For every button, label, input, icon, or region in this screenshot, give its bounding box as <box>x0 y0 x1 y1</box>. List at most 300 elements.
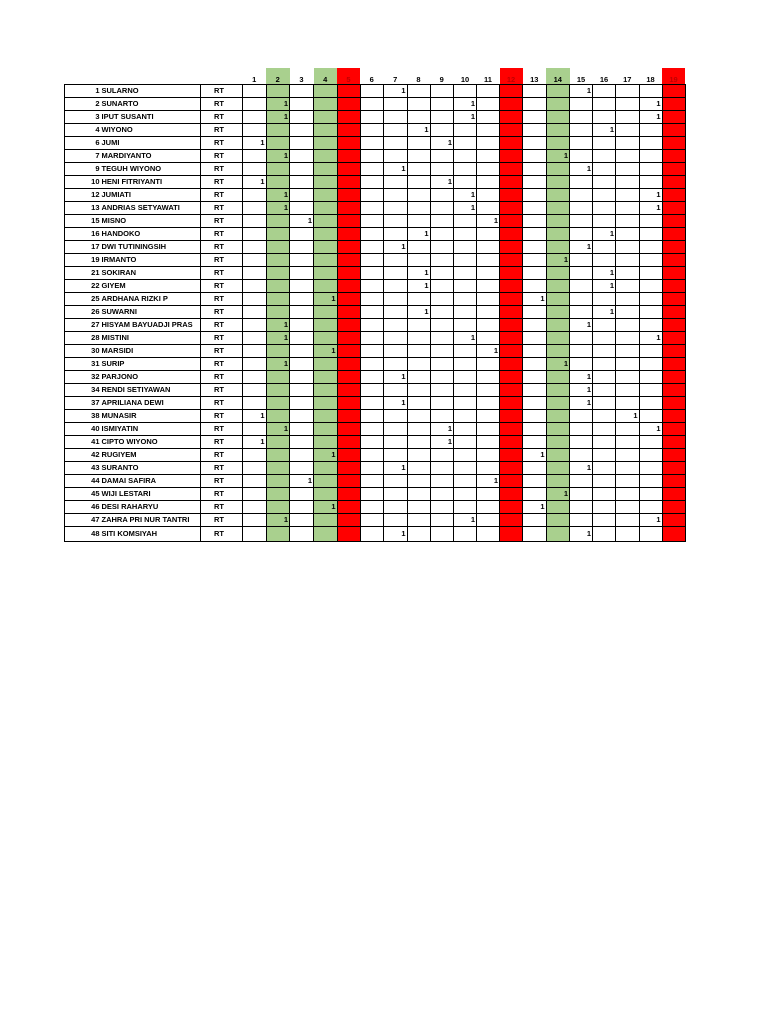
day-cell <box>477 397 500 410</box>
day-cell <box>290 371 314 384</box>
row-number: 27 <box>65 319 101 332</box>
day-cell <box>290 241 314 254</box>
day-cell <box>546 293 570 306</box>
header-blank-cell <box>201 68 243 85</box>
day-cell <box>593 215 616 228</box>
day-cell <box>546 202 570 215</box>
day-cell <box>570 501 593 514</box>
day-cell <box>477 189 500 202</box>
day-cell <box>616 98 640 111</box>
day-cell <box>243 501 267 514</box>
day-cell <box>360 410 384 423</box>
column-header: 10 <box>460 74 470 84</box>
day-cell <box>360 124 384 137</box>
day-cell: 1 <box>243 137 267 150</box>
day-cell <box>407 176 430 189</box>
row-code: RT <box>201 241 243 254</box>
day-cell <box>662 514 685 527</box>
day-cell <box>314 488 338 501</box>
day-cell: 1 <box>570 527 593 542</box>
day-cell <box>407 410 430 423</box>
row-code: RT <box>201 319 243 332</box>
day-cell <box>314 384 338 397</box>
day-cell <box>639 345 662 358</box>
day-cell <box>430 215 454 228</box>
day-cell <box>243 423 267 436</box>
day-cell <box>337 527 360 542</box>
day-cell <box>662 228 685 241</box>
day-cell <box>523 475 547 488</box>
day-cell: 1 <box>570 319 593 332</box>
row-number: 9 <box>65 163 101 176</box>
day-cell <box>546 384 570 397</box>
day-cell <box>662 280 685 293</box>
day-cell <box>360 137 384 150</box>
day-cell: 1 <box>546 150 570 163</box>
day-cell <box>477 514 500 527</box>
day-cell <box>384 189 408 202</box>
day-cell <box>337 202 360 215</box>
day-cell <box>266 462 290 475</box>
day-cell <box>639 150 662 163</box>
row-number: 17 <box>65 241 101 254</box>
day-cell <box>384 475 408 488</box>
person-name: IRMANTO <box>101 254 201 267</box>
day-cell <box>407 215 430 228</box>
day-cell: 1 <box>454 202 477 215</box>
day-cell <box>593 345 616 358</box>
row-number: 48 <box>65 527 101 542</box>
day-cell <box>616 241 640 254</box>
day-cell <box>290 293 314 306</box>
day-cell <box>266 527 290 542</box>
day-cell <box>384 176 408 189</box>
day-cell <box>639 163 662 176</box>
day-cell <box>500 280 523 293</box>
day-cell <box>266 384 290 397</box>
day-cell <box>593 85 616 98</box>
row-code: RT <box>201 254 243 267</box>
day-cell <box>500 98 523 111</box>
schedule-sheet <box>64 68 686 542</box>
day-cell <box>407 501 430 514</box>
day-cell <box>430 397 454 410</box>
day-cell <box>662 137 685 150</box>
day-cell <box>662 358 685 371</box>
day-cell <box>337 319 360 332</box>
day-cell <box>546 332 570 345</box>
day-cell <box>430 384 454 397</box>
day-cell <box>662 150 685 163</box>
row-number: 25 <box>65 293 101 306</box>
day-cell <box>500 124 523 137</box>
day-cell <box>266 501 290 514</box>
day-cell <box>266 124 290 137</box>
day-cell <box>243 124 267 137</box>
day-cell <box>360 371 384 384</box>
day-cell <box>243 475 267 488</box>
day-cell <box>430 163 454 176</box>
day-cell <box>360 436 384 449</box>
row-number: 3 <box>65 111 101 124</box>
day-cell <box>407 202 430 215</box>
day-cell: 1 <box>266 358 290 371</box>
day-cell <box>384 514 408 527</box>
day-cell <box>243 189 267 202</box>
day-cell <box>639 241 662 254</box>
day-cell: 1 <box>477 475 500 488</box>
day-cell <box>407 384 430 397</box>
day-cell: 1 <box>454 189 477 202</box>
day-cell: 1 <box>430 423 454 436</box>
day-cell: 1 <box>523 293 547 306</box>
day-cell <box>546 410 570 423</box>
day-cell: 1 <box>266 332 290 345</box>
day-cell: 1 <box>407 267 430 280</box>
day-cell <box>454 423 477 436</box>
day-cell <box>500 241 523 254</box>
day-cell <box>407 150 430 163</box>
person-name: MARSIDI <box>101 345 201 358</box>
day-cell <box>314 527 338 542</box>
day-cell <box>454 150 477 163</box>
row-code: RT <box>201 462 243 475</box>
day-cell <box>243 514 267 527</box>
day-cell <box>616 111 640 124</box>
day-cell <box>243 85 267 98</box>
day-cell <box>477 410 500 423</box>
day-cell <box>337 280 360 293</box>
column-header: 9 <box>439 74 444 84</box>
day-cell <box>546 280 570 293</box>
row-code: RT <box>201 163 243 176</box>
day-cell <box>662 384 685 397</box>
day-cell <box>266 475 290 488</box>
day-cell: 1 <box>290 475 314 488</box>
day-cell <box>477 280 500 293</box>
row-number: 22 <box>65 280 101 293</box>
row-number: 44 <box>65 475 101 488</box>
day-cell <box>384 124 408 137</box>
day-cell <box>407 85 430 98</box>
day-cell <box>500 449 523 462</box>
day-cell: 1 <box>639 514 662 527</box>
column-header: 14 <box>546 68 570 85</box>
day-cell <box>593 319 616 332</box>
day-cell <box>360 267 384 280</box>
day-cell <box>593 176 616 189</box>
day-cell <box>546 371 570 384</box>
table-row <box>65 228 686 241</box>
day-cell: 1 <box>314 293 338 306</box>
person-name: ZAHRA PRI NUR TANTRI <box>101 514 201 527</box>
day-cell <box>546 267 570 280</box>
row-code: RT <box>201 514 243 527</box>
day-cell: 1 <box>243 436 267 449</box>
day-cell <box>477 150 500 163</box>
day-cell <box>616 137 640 150</box>
table-row <box>65 358 686 371</box>
day-cell <box>616 293 640 306</box>
day-cell <box>360 215 384 228</box>
day-cell <box>500 345 523 358</box>
column-header: 18 <box>646 74 655 84</box>
day-cell <box>430 462 454 475</box>
day-cell: 1 <box>430 436 454 449</box>
column-header: 3 <box>299 74 304 84</box>
row-code: RT <box>201 98 243 111</box>
day-cell <box>290 111 314 124</box>
day-cell <box>523 254 547 267</box>
day-cell <box>523 306 547 319</box>
column-header: 19 <box>662 68 685 85</box>
day-cell <box>523 358 547 371</box>
row-code: RT <box>201 332 243 345</box>
day-cell <box>360 241 384 254</box>
day-cell <box>546 423 570 436</box>
day-cell <box>266 293 290 306</box>
day-cell <box>523 137 547 150</box>
day-cell <box>523 176 547 189</box>
day-cell <box>384 293 408 306</box>
day-cell <box>407 397 430 410</box>
person-name: MISNO <box>101 215 201 228</box>
person-name: RENDI SETIYAWAN <box>101 384 201 397</box>
day-cell <box>616 189 640 202</box>
day-cell <box>454 254 477 267</box>
day-cell <box>243 449 267 462</box>
day-cell <box>243 111 267 124</box>
day-cell <box>266 241 290 254</box>
row-number: 34 <box>65 384 101 397</box>
day-cell <box>243 202 267 215</box>
row-number: 43 <box>65 462 101 475</box>
day-cell <box>662 527 685 542</box>
day-cell <box>477 436 500 449</box>
day-cell <box>337 306 360 319</box>
day-cell <box>430 124 454 137</box>
day-cell <box>477 358 500 371</box>
day-cell <box>593 137 616 150</box>
table-row <box>65 384 686 397</box>
day-cell: 1 <box>546 254 570 267</box>
day-cell <box>407 475 430 488</box>
day-cell: 1 <box>570 384 593 397</box>
day-cell <box>570 488 593 501</box>
column-header: 15 <box>576 74 586 84</box>
table-row <box>65 254 686 267</box>
day-cell <box>616 462 640 475</box>
column-header: 5 <box>337 68 360 85</box>
row-number: 6 <box>65 137 101 150</box>
day-cell <box>314 215 338 228</box>
day-cell <box>500 293 523 306</box>
day-cell <box>337 163 360 176</box>
day-cell <box>407 423 430 436</box>
day-cell <box>337 384 360 397</box>
day-cell <box>360 345 384 358</box>
day-cell <box>314 163 338 176</box>
day-cell <box>360 332 384 345</box>
person-name: HANDOKO <box>101 228 201 241</box>
day-cell <box>314 254 338 267</box>
person-name: MUNASIR <box>101 410 201 423</box>
day-cell <box>616 345 640 358</box>
day-cell <box>639 293 662 306</box>
day-cell <box>593 436 616 449</box>
day-cell <box>500 501 523 514</box>
day-cell <box>477 98 500 111</box>
day-cell <box>662 501 685 514</box>
day-cell <box>616 163 640 176</box>
person-name: SUWARNI <box>101 306 201 319</box>
day-cell: 1 <box>593 228 616 241</box>
day-cell <box>243 358 267 371</box>
day-cell <box>360 280 384 293</box>
day-cell: 1 <box>314 345 338 358</box>
row-number: 40 <box>65 423 101 436</box>
day-cell <box>546 176 570 189</box>
day-cell <box>360 514 384 527</box>
day-cell <box>290 163 314 176</box>
row-code: RT <box>201 85 243 98</box>
day-cell <box>500 267 523 280</box>
row-number: 45 <box>65 488 101 501</box>
day-cell <box>523 228 547 241</box>
day-cell <box>662 397 685 410</box>
day-cell <box>290 410 314 423</box>
day-cell <box>337 449 360 462</box>
day-cell <box>384 332 408 345</box>
day-cell <box>243 98 267 111</box>
day-cell <box>639 215 662 228</box>
row-number: 41 <box>65 436 101 449</box>
day-cell <box>523 267 547 280</box>
day-cell <box>593 163 616 176</box>
day-cell <box>500 384 523 397</box>
day-cell <box>360 228 384 241</box>
row-number: 30 <box>65 345 101 358</box>
day-cell <box>570 202 593 215</box>
day-cell <box>266 254 290 267</box>
day-cell <box>360 527 384 542</box>
day-cell <box>407 514 430 527</box>
day-cell <box>570 189 593 202</box>
day-cell <box>454 163 477 176</box>
day-cell <box>593 462 616 475</box>
day-cell <box>616 215 640 228</box>
day-cell <box>337 332 360 345</box>
day-cell <box>477 293 500 306</box>
day-cell <box>384 501 408 514</box>
day-cell <box>593 189 616 202</box>
column-header: 4 <box>314 68 338 85</box>
day-cell <box>616 202 640 215</box>
day-cell <box>243 527 267 542</box>
day-cell <box>639 462 662 475</box>
day-cell <box>500 332 523 345</box>
row-number: 13 <box>65 202 101 215</box>
day-cell <box>500 202 523 215</box>
person-name: MISTINI <box>101 332 201 345</box>
day-cell <box>616 124 640 137</box>
day-cell <box>616 488 640 501</box>
person-name: MARDIYANTO <box>101 150 201 163</box>
row-number: 15 <box>65 215 101 228</box>
day-cell <box>266 137 290 150</box>
row-code: RT <box>201 345 243 358</box>
table-row <box>65 475 686 488</box>
day-cell <box>523 202 547 215</box>
table-row <box>65 124 686 137</box>
day-cell <box>290 462 314 475</box>
day-cell <box>616 254 640 267</box>
day-cell <box>639 319 662 332</box>
row-number: 42 <box>65 449 101 462</box>
day-cell <box>384 345 408 358</box>
day-cell: 1 <box>314 449 338 462</box>
day-cell <box>384 306 408 319</box>
person-name: APRILIANA DEWI <box>101 397 201 410</box>
row-code: RT <box>201 124 243 137</box>
day-cell <box>290 436 314 449</box>
day-cell: 1 <box>570 371 593 384</box>
table-row <box>65 85 686 98</box>
day-cell <box>570 254 593 267</box>
day-cell <box>337 371 360 384</box>
day-cell <box>593 397 616 410</box>
day-cell <box>290 488 314 501</box>
day-cell <box>407 358 430 371</box>
day-cell: 1 <box>454 111 477 124</box>
day-cell <box>500 397 523 410</box>
row-code: RT <box>201 137 243 150</box>
day-cell <box>500 111 523 124</box>
day-cell <box>593 410 616 423</box>
day-cell <box>546 397 570 410</box>
day-cell <box>500 410 523 423</box>
day-cell <box>266 488 290 501</box>
day-cell <box>384 280 408 293</box>
day-cell <box>337 397 360 410</box>
day-cell <box>314 358 338 371</box>
day-cell: 1 <box>243 176 267 189</box>
day-cell <box>616 319 640 332</box>
column-header: 17 <box>623 74 632 84</box>
day-cell <box>360 319 384 332</box>
day-cell <box>546 98 570 111</box>
day-cell <box>290 150 314 163</box>
day-cell <box>500 436 523 449</box>
day-cell <box>314 98 338 111</box>
row-number: 38 <box>65 410 101 423</box>
day-cell: 1 <box>546 488 570 501</box>
day-cell: 1 <box>407 228 430 241</box>
day-cell <box>360 111 384 124</box>
person-name: JUMIATI <box>101 189 201 202</box>
day-cell <box>616 358 640 371</box>
day-cell <box>570 410 593 423</box>
day-cell <box>430 319 454 332</box>
day-cell <box>266 267 290 280</box>
day-cell <box>384 319 408 332</box>
day-cell <box>454 358 477 371</box>
day-cell <box>639 254 662 267</box>
column-header: 16 <box>599 74 609 84</box>
day-cell <box>243 280 267 293</box>
table-row <box>65 332 686 345</box>
day-cell <box>337 475 360 488</box>
